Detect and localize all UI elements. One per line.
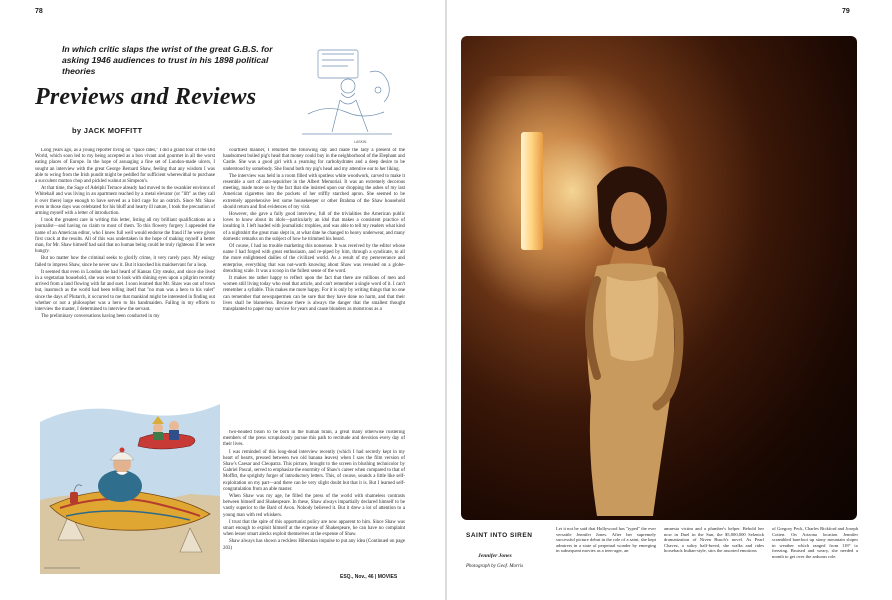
paragraph: At that time, the Sage of Adelphi Terrace already had moved to the swankier environs of Whitehall and was living in an apartment reached by a metal elevator (or "lift" as they call it over there) large enough to have served as a bird cage for an ostrich. Since Mr. Shaw even in those days was celebrated for his bluff and hearty ill nature, I took the precaution of arming myself with a letter of introduction.	[35, 186, 215, 217]
article-deck: In which critic slaps the wrist of the great G.B.S. for asking 1946 audiences to trust in his 1898 political theories	[62, 44, 273, 76]
paragraph: Of course, I had no trouble marketing this nonsense. It was received by the editor whose name I had forged with great enthusiasm, and re-piped by him, through a syndicate, to all the more enlightened dailies of the civilized world. As a result of my perseverance and enterprise, everything that was not-worth knowing about Shaw was revealed on a globe-drenching scale. It was a scoop in the fullest sense of the word.	[223, 244, 405, 274]
paragraph: Long years ago, as a young reporter living on "space rates," I did a grand tour of the Old World, which soon led to my being accepted as a bon vivant and gourmet in all the worst eating places of Europe. In the hope of assuaging a fine set of London-made ulcers, I sought an interview with the great George Bernard Shaw, feeling that any wisdom I was able to wring from the Irish pundit might be peddled for sufficient wherewithal to purchase a succulent mutton chop and pickled walnut at Simpson's.	[35, 148, 215, 185]
body-column-2	[223, 148, 405, 426]
line-sketch-illustration	[288, 42, 406, 142]
paragraph: It seemed that even in London she had heard of Kansas City steaks, and since she lived in a vegetarian household, she was wont to look with shining eyes upon a pilgrim recently arrived from a land flowing with fat and suet. I soon learned that Mr. Shaw was out of town but, inasmuch as the world had been telling itself that "no man was a hero to his valet" since the days of Plutarch, it occurred to me that mankind might be interested in finding out whether or not a philosopher was a hero to his handmaiden. Falling in my efforts to interview the master, I determined to interview the servant.	[35, 269, 215, 313]
paragraph: When Shaw was my age, he filled the press of the world with shameless contrasts between himself and Shakespeare. In these, Shaw always impartially declared himself to be vastly superior to the Bard of Avon. Nobody believed it. But it drew a lot of attention to a young man with red whiskers.	[223, 494, 405, 518]
byline: by JACK MOFFITT	[72, 126, 143, 135]
paragraph: two-headed bison to be born in the human brain, a great many otherwise roistering members of the press scrupulously pursue this path to rectitude and devotion every day of their lives.	[223, 430, 405, 448]
paragraph: I trust that the spite of this opportunist policy are now apparent to him. Since Shaw was smart enough to exploit himself at the expense of Shakespeare, he can have no complaint when lesser smart alecks exploit themselves at the expense of Shaw.	[223, 519, 405, 538]
caption-column-2: amnesia victim and a plumber's helper. Behold her now in Duel in the Sun, the $5,000,000 Selznick dramatization of Niven Busch's novel. As Pearl Chavez, a sultry half-breed, she walks and rides horseback Indian-style, stirs the assorted emotions	[664, 526, 764, 554]
portrait-photograph	[461, 36, 857, 520]
paragraph: The interview was held in a room filled with spotless white woodwork, carved to make it resemble a sort of auto-sepulcher in the Albert Memorial. It was an extremely decorous meeting, made more so by the fact that she insisted upon our dropping the ashes of my last American cigarettes into the pockets of her stiffly starched apron. She seemed to be extremely apprehensive lest some housekeeper or other Brahma of the Shaw household should return and find evidences of my visit.	[223, 173, 405, 210]
magic-carpet-cartoon	[40, 382, 220, 574]
caption-column-3: of Gregory Peck, Charles Bickford and Joseph Cotten. On Arizona location Jennifer scrambled barefoot up stony mountain slopes in weather which ranged from 118° to freezing. Bruised and weary, she needed a month to get over the arduous role.	[772, 526, 858, 559]
paragraph: I took the greatest care in writing this letter, listing all my brilliant qualifications as a journalist—and having no claim to most of them. To this flowery forgery I appended the name of an American editor, who I knew full well would endorse the fraud if he were given first crack at the results. All of this was undertaken in the hope of making myself a better man, for Mr. Shaw himself had said that no human being could be truly righteous if he were hungry.	[35, 218, 215, 255]
caption-title: SAINT INTO SIREN	[466, 532, 533, 539]
paragraph: Shaw always has shown a reckless Hibernian impulse to put any idea (Continued on page 203)	[223, 539, 405, 551]
lamp-image	[521, 132, 543, 250]
paragraph: I was reminded of this long-dead interview recently (which I had secretly kept in my heart of hearts, pressed between two old banana leaves) when I saw the film version of Shaw's Caesar and Cleopatra. This picture, brought to the screen in blushing technicolor by Gabriel Pascal, served to emphasize the enormity of Shaw's career when compared to that of Moffitt, the sprightly forger of introductory letters. This, of course, sounds a little like self-exploitation on my part—and there can be very slight doubt but that it is. But I learned self-congratulation from an able master.	[223, 449, 405, 492]
body-column-1	[35, 148, 215, 362]
right-page-number: 79	[842, 8, 850, 15]
paragraph: However, she gave a fully good interview, full of the trivialities the American public loves to know about its idols—particularly an idol that makes a consistent practice of insulting it. I left loaded with journalistic trophies, and was able to tell my readers what kind of a nightshirt the great man slept in, at what date he changed to heavy underwear, and many domestic remarks on the subject of how he trimmed his beard.	[223, 212, 405, 242]
paragraph: courtliest manner, I returned the following day and made the lady a present of the handsomest boiled pig's head that money could buy in the neighborhood of the Elephant and Castle. She was a good girl with a yearning for carbohydrates and a deep desire to be understood by somebody. She found both my pig's head and my attentive ear to her liking.	[223, 148, 405, 172]
woman-figure	[557, 156, 707, 516]
caption-column-1: Let it not be said that Hollywood has "typed" the ever versatile Jennifer Jones. After her supremely successful picture debut in the role of a saint, she kept admirers in a state of perpetual wonder by emerging in subsequent movies as a teen-ager, an	[556, 526, 656, 554]
page-folio: ESQ., Nov., 46 | MOVIES	[340, 574, 398, 580]
paragraph: But no matter how the criminal seeks to glorify crime, it very rarely pays. My eulogy failed to impress Shaw, since he never saw it. But it knocked his maidservant for a loop.	[35, 256, 215, 268]
article-title: Previews and Reviews	[35, 84, 257, 110]
illustration-credit: LASKIN	[354, 140, 367, 144]
page-gutter	[445, 0, 447, 600]
body-column-3	[223, 430, 405, 572]
paragraph: It makes me rather happy to reflect upon the fact that there are millions of men and women still living today who read that article, and can't remember a single word of it. I can't remember a syllable. This makes me more happy. For it is only by writing things that no one can remember that newspapermen can be sure that they have done no harm, and that their lives shall be blameless. Because there is always the danger that the smallest thought transplanted to paper may survive for years and cause blunders as monstrous as a	[223, 276, 405, 313]
caption-author: Jennifer Jones	[478, 553, 512, 559]
paragraph: The preliminary conversations having been conducted in my	[41, 314, 160, 320]
left-page-number: 78	[35, 8, 43, 15]
photo-credit: Photograph by Geof. Morris	[466, 564, 524, 569]
